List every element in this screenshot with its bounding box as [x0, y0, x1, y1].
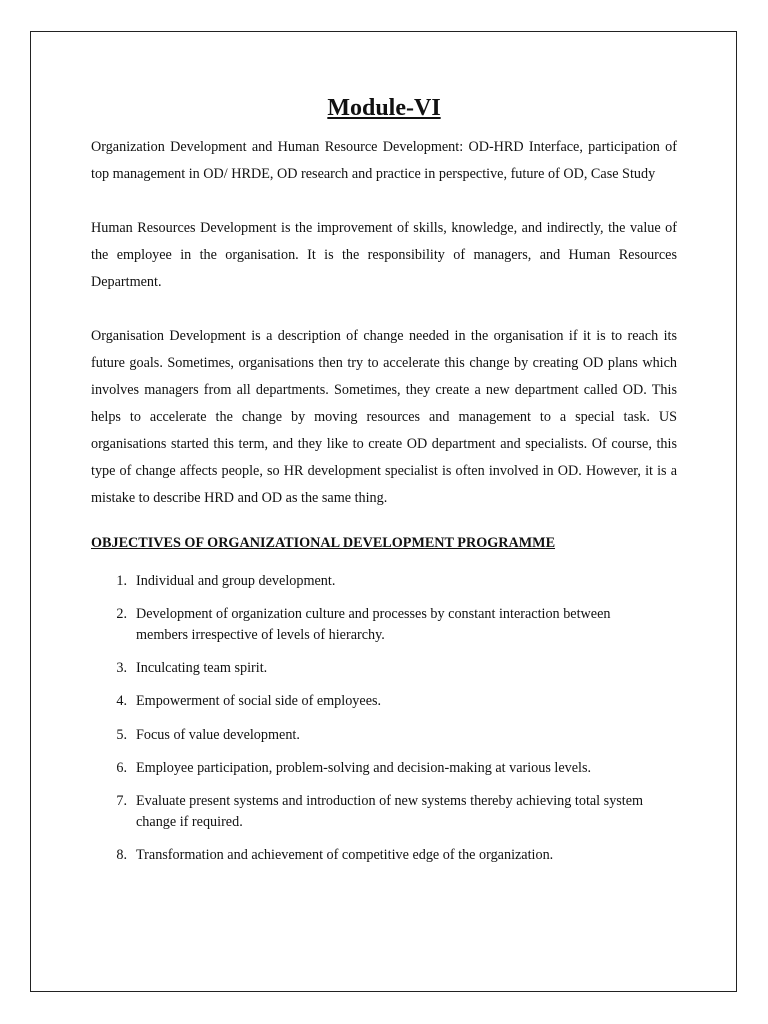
objective-number: 1. [116, 573, 127, 589]
objective-number: 6. [116, 759, 127, 776]
od-paragraph: Organisation Development is a description of change needed in the organisation if it is to reach its future goals. Sometimes, organisations then try to accelerate this change by creating OD plans which involves managers from all departments. Sometimes, they create a new department called OD. This helps to accelerate the change by moving resources and management to a special task. US organisations started this term, and they like to create OD department and specialists. Of course, this type of change affects people, so HR development specialist is often involved in OD. However, it is a mistake to describe HRD and OD as the same thing. [91, 328, 677, 506]
objectives-list [91, 571, 677, 866]
objective-text: Empowerment of social side of employees. [136, 693, 382, 710]
objective-number: 3. [116, 660, 127, 677]
hrd-paragraph: Human Resources Development is the improvement of skills, knowledge, and indirectly, the value of the employee in the organisation. It is the responsibility of managers, and Human Resources Department. [91, 220, 677, 290]
objective-text: Development of organization culture and processes by constant interaction between members irrespective of levels of hierarchy. [136, 606, 611, 643]
objective-item [91, 604, 677, 645]
intro-paragraph: Organization Development and Human Resource Development: OD-HRD Interface, participation of top management in OD/ HRDE, OD research and practice in perspective, future of OD, Case Study [91, 139, 677, 182]
objective-item [91, 658, 677, 679]
objective-item [91, 791, 677, 832]
objective-item [91, 725, 677, 746]
objective-number: 7. [116, 793, 127, 810]
objective-item [91, 691, 677, 712]
objective-item [91, 758, 677, 779]
objective-number: 5. [116, 726, 127, 743]
objective-text: Transformation and achievement of competitive edge of the organization. [136, 847, 554, 864]
objective-number: 8. [116, 847, 127, 864]
document-body [91, 92, 677, 878]
objective-text: Inculcating team spirit. [136, 660, 268, 677]
objective-number: 2. [116, 606, 127, 623]
objective-item [91, 845, 677, 866]
objective-text: Focus of value development. [136, 726, 300, 743]
objective-text: Evaluate present systems and introduction of new systems thereby achieving total system change if required. [136, 793, 644, 830]
objective-text: Individual and group development. [136, 573, 336, 589]
objective-number: 4. [116, 693, 127, 710]
module-title: Module-VI [327, 95, 441, 121]
objective-text: Employee participation, problem-solving and decision-making at various levels. [136, 759, 592, 776]
objective-item [91, 571, 677, 592]
objectives-heading: OBJECTIVES OF ORGANIZATIONAL DEVELOPMENT PROGRAMME [91, 535, 556, 551]
